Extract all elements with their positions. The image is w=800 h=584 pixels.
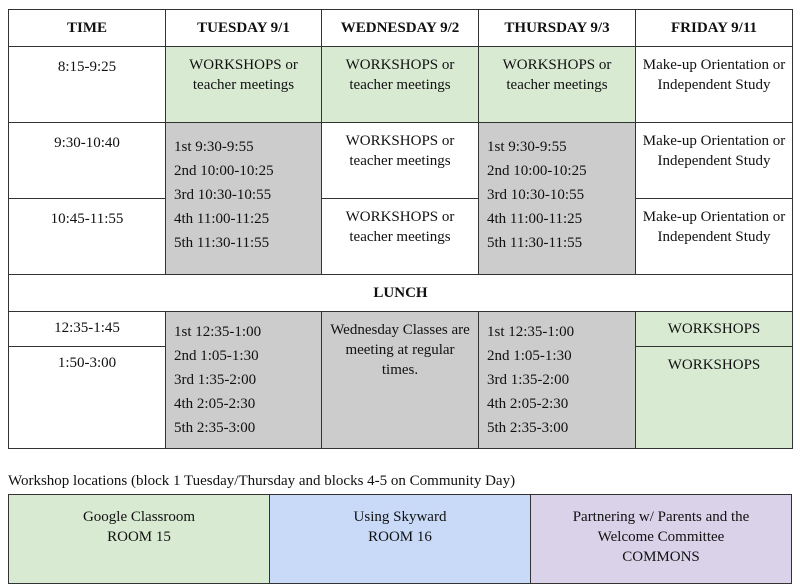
block-item: 2nd 10:00-10:25 xyxy=(487,163,587,179)
table-row xyxy=(9,199,793,275)
wednesday-classes-text: Wednesday Classes are meeting at regular times. xyxy=(330,322,470,378)
lunch-row xyxy=(9,275,793,312)
block-item: 3rd 10:30-10:55 xyxy=(174,187,272,203)
tuesday-afternoon-blocks xyxy=(166,312,322,449)
tuesday-morning-blocks xyxy=(166,123,322,275)
table-row xyxy=(9,47,793,123)
header-thursday: THURSDAY 9/3 xyxy=(479,10,636,47)
time-label: 9:30-10:40 xyxy=(54,135,120,151)
header-tuesday: TUESDAY 9/1 xyxy=(166,10,322,47)
block-list xyxy=(166,312,321,440)
block-item: 4th 11:00-11:25 xyxy=(487,211,583,227)
workshops-teacher-text: WORKSHOPS or teacher meetings xyxy=(189,57,298,93)
table-row xyxy=(9,312,793,347)
block-item: 3rd 10:30-10:55 xyxy=(487,187,585,203)
time-cell xyxy=(9,47,166,123)
time-cell xyxy=(9,123,166,199)
schedule-table xyxy=(8,9,793,449)
thursday-afternoon-blocks xyxy=(479,312,636,449)
workshops-teacher-text: WORKSHOPS or teacher meetings xyxy=(345,57,455,93)
location-partnering-parents xyxy=(531,495,792,584)
block-item: 1st 12:35-1:00 xyxy=(174,324,262,340)
block-item: 5th 2:35-3:00 xyxy=(487,420,569,436)
block-item: 4th 2:05-2:30 xyxy=(487,396,569,412)
block-item: 4th 11:00-11:25 xyxy=(174,211,270,227)
table-row xyxy=(9,123,793,199)
time-label: 8:15-9:25 xyxy=(57,59,117,75)
locations-table xyxy=(8,494,792,584)
header-time: TIME xyxy=(9,10,166,47)
block-list xyxy=(479,123,635,255)
header-friday: FRIDAY 9/11 xyxy=(636,10,793,47)
makeup-text: Make-up Orientation or Independent Study xyxy=(642,133,786,169)
block-item: 2nd 1:05-1:30 xyxy=(174,348,259,364)
makeup-text: Make-up Orientation or Independent Study xyxy=(642,57,786,93)
time-cell xyxy=(9,312,166,347)
workshops-text: WORKSHOPS xyxy=(667,357,761,373)
block-item: 1st 9:30-9:55 xyxy=(174,139,254,155)
header-wednesday: WEDNESDAY 9/2 xyxy=(322,10,479,47)
block-item: 5th 11:30-11:55 xyxy=(487,235,583,251)
workshops-teacher-text: WORKSHOPS or teacher meetings xyxy=(502,57,612,93)
workshops-teacher-text: WORKSHOPS or teacher meetings xyxy=(345,133,455,169)
block-item: 1st 12:35-1:00 xyxy=(487,324,575,340)
wednesday-workshops-cell xyxy=(322,47,479,123)
header-row xyxy=(9,10,793,47)
thursday-workshops-cell xyxy=(479,47,636,123)
locations-caption: Workshop locations (block 1 Tuesday/Thursday and blocks 4-5 on Community Day) xyxy=(8,473,516,489)
block-item: 5th 2:35-3:00 xyxy=(174,420,256,436)
location-room: ROOM 15 xyxy=(107,529,171,545)
friday-makeup-cell xyxy=(636,199,793,275)
location-name: Using Skyward xyxy=(353,509,447,525)
location-name: Partnering w/ Parents and the Welcome Committee xyxy=(572,509,750,545)
location-room: ROOM 16 xyxy=(368,529,432,545)
block-item: 3rd 1:35-2:00 xyxy=(487,372,570,388)
time-label: 1:50-3:00 xyxy=(57,355,117,371)
block-item: 2nd 1:05-1:30 xyxy=(487,348,572,364)
time-cell xyxy=(9,347,166,449)
location-name: Google Classroom xyxy=(82,509,196,525)
wednesday-workshops-cell xyxy=(322,123,479,199)
location-google-classroom xyxy=(9,495,270,584)
workshops-text: WORKSHOPS xyxy=(667,321,761,337)
block-item: 5th 11:30-11:55 xyxy=(174,235,270,251)
workshops-teacher-text: WORKSHOPS or teacher meetings xyxy=(345,209,455,245)
tuesday-workshops-cell xyxy=(166,47,322,123)
wednesday-classes-cell xyxy=(322,312,479,449)
block-list xyxy=(166,123,321,255)
block-item: 1st 9:30-9:55 xyxy=(487,139,567,155)
block-item: 2nd 10:00-10:25 xyxy=(174,163,274,179)
makeup-text: Make-up Orientation or Independent Study xyxy=(642,209,786,245)
location-room: COMMONS xyxy=(622,549,700,565)
block-list xyxy=(479,312,635,440)
time-label: 12:35-1:45 xyxy=(54,320,120,336)
location-using-skyward xyxy=(270,495,531,584)
friday-workshops-cell xyxy=(636,312,793,347)
friday-workshops-cell xyxy=(636,347,793,449)
thursday-morning-blocks xyxy=(479,123,636,275)
friday-makeup-cell xyxy=(636,47,793,123)
block-item: 4th 2:05-2:30 xyxy=(174,396,256,412)
lunch-label: LUNCH xyxy=(9,275,793,312)
time-label: 10:45-11:55 xyxy=(50,211,124,227)
time-cell xyxy=(9,199,166,275)
locations-row xyxy=(9,495,792,584)
block-item: 3rd 1:35-2:00 xyxy=(174,372,257,388)
wednesday-workshops-cell xyxy=(322,199,479,275)
friday-makeup-cell xyxy=(636,123,793,199)
